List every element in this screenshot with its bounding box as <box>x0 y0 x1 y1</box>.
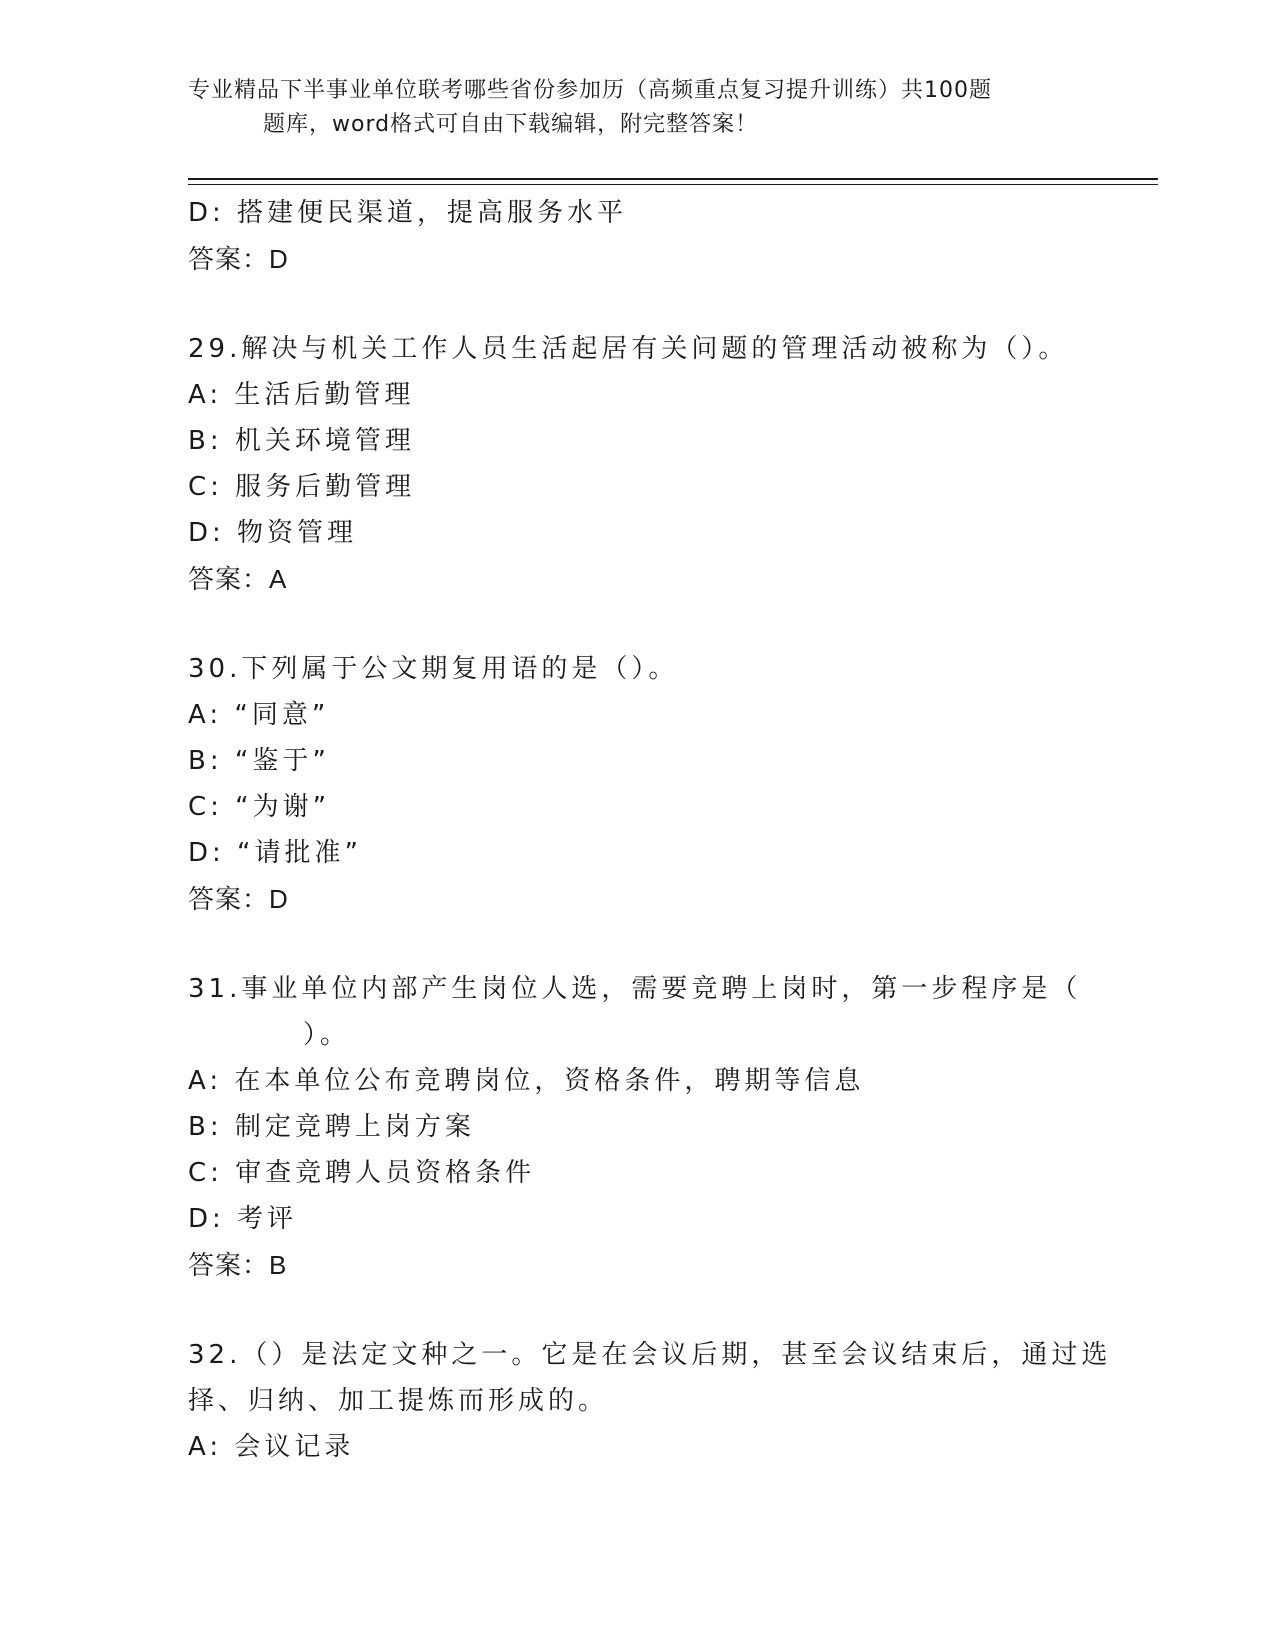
header-title-line1: 专业精品下半事业单位联考哪些省份参加历（高频重点复习提升训练）共100题 <box>188 78 992 103</box>
question-text-line1: 32.（）是法定文种之一。它是在会议后期，甚至会议结束后，通过选 <box>188 1340 1112 1370</box>
question-text: 29.解决与机关工作人员生活起居有关问题的管理活动被称为（）。 <box>188 334 1069 364</box>
option-d: D: 考评 <box>188 1204 298 1234</box>
answer-line: 答案：D <box>188 884 289 914</box>
option-c: C: 服务后勤管理 <box>188 472 416 502</box>
header-divider-thick <box>188 178 1158 180</box>
question-block-29 <box>188 326 1088 602</box>
spacer <box>188 1288 1088 1332</box>
document-header <box>188 74 1068 142</box>
option-d: D: 物资管理 <box>188 518 358 548</box>
question-text-line2: 择、归纳、加工提炼而形成的。 <box>188 1386 609 1416</box>
question-text-line2: ）。 <box>303 1020 351 1050</box>
question-text-line1: 31.事业单位内部产生岗位人选，需要竞聘上岗时，第一步程序是（ <box>188 974 1082 1004</box>
header-title-line2: 题库，word格式可自由下载编辑，附完整答案！ <box>263 112 759 137</box>
question-block-30 <box>188 646 1088 922</box>
answer-line: 答案：D <box>188 244 289 274</box>
answer-line: 答案：A <box>188 564 288 594</box>
option-a: A: 在本单位公布竞聘岗位，资格条件，聘期等信息 <box>188 1066 865 1096</box>
spacer <box>188 282 1088 326</box>
document-body <box>188 190 1112 1470</box>
option-a: A: “同意” <box>188 700 330 730</box>
spacer <box>188 922 1088 966</box>
option-d: D: 搭建便民渠道，提高服务水平 <box>188 198 628 228</box>
answer-line: 答案：B <box>188 1250 288 1280</box>
question-text: 30.下列属于公文期复用语的是（）。 <box>188 654 679 684</box>
question-block-28 <box>188 190 1088 282</box>
option-c: C: “为谢” <box>188 792 331 822</box>
option-d: D: “请批准” <box>188 838 362 868</box>
option-b: B: “鉴于” <box>188 746 330 776</box>
option-c: C: 审查竞聘人员资格条件 <box>188 1158 536 1188</box>
option-b: B: 机关环境管理 <box>188 426 415 456</box>
option-a: A: 生活后勤管理 <box>188 380 415 410</box>
option-b: B: 制定竞聘上岗方案 <box>188 1112 475 1142</box>
header-divider-thin <box>188 184 1158 185</box>
option-a: A: 会议记录 <box>188 1432 355 1462</box>
question-block-31 <box>188 966 1088 1288</box>
spacer <box>188 602 1088 646</box>
question-block-32 <box>188 1332 1112 1470</box>
